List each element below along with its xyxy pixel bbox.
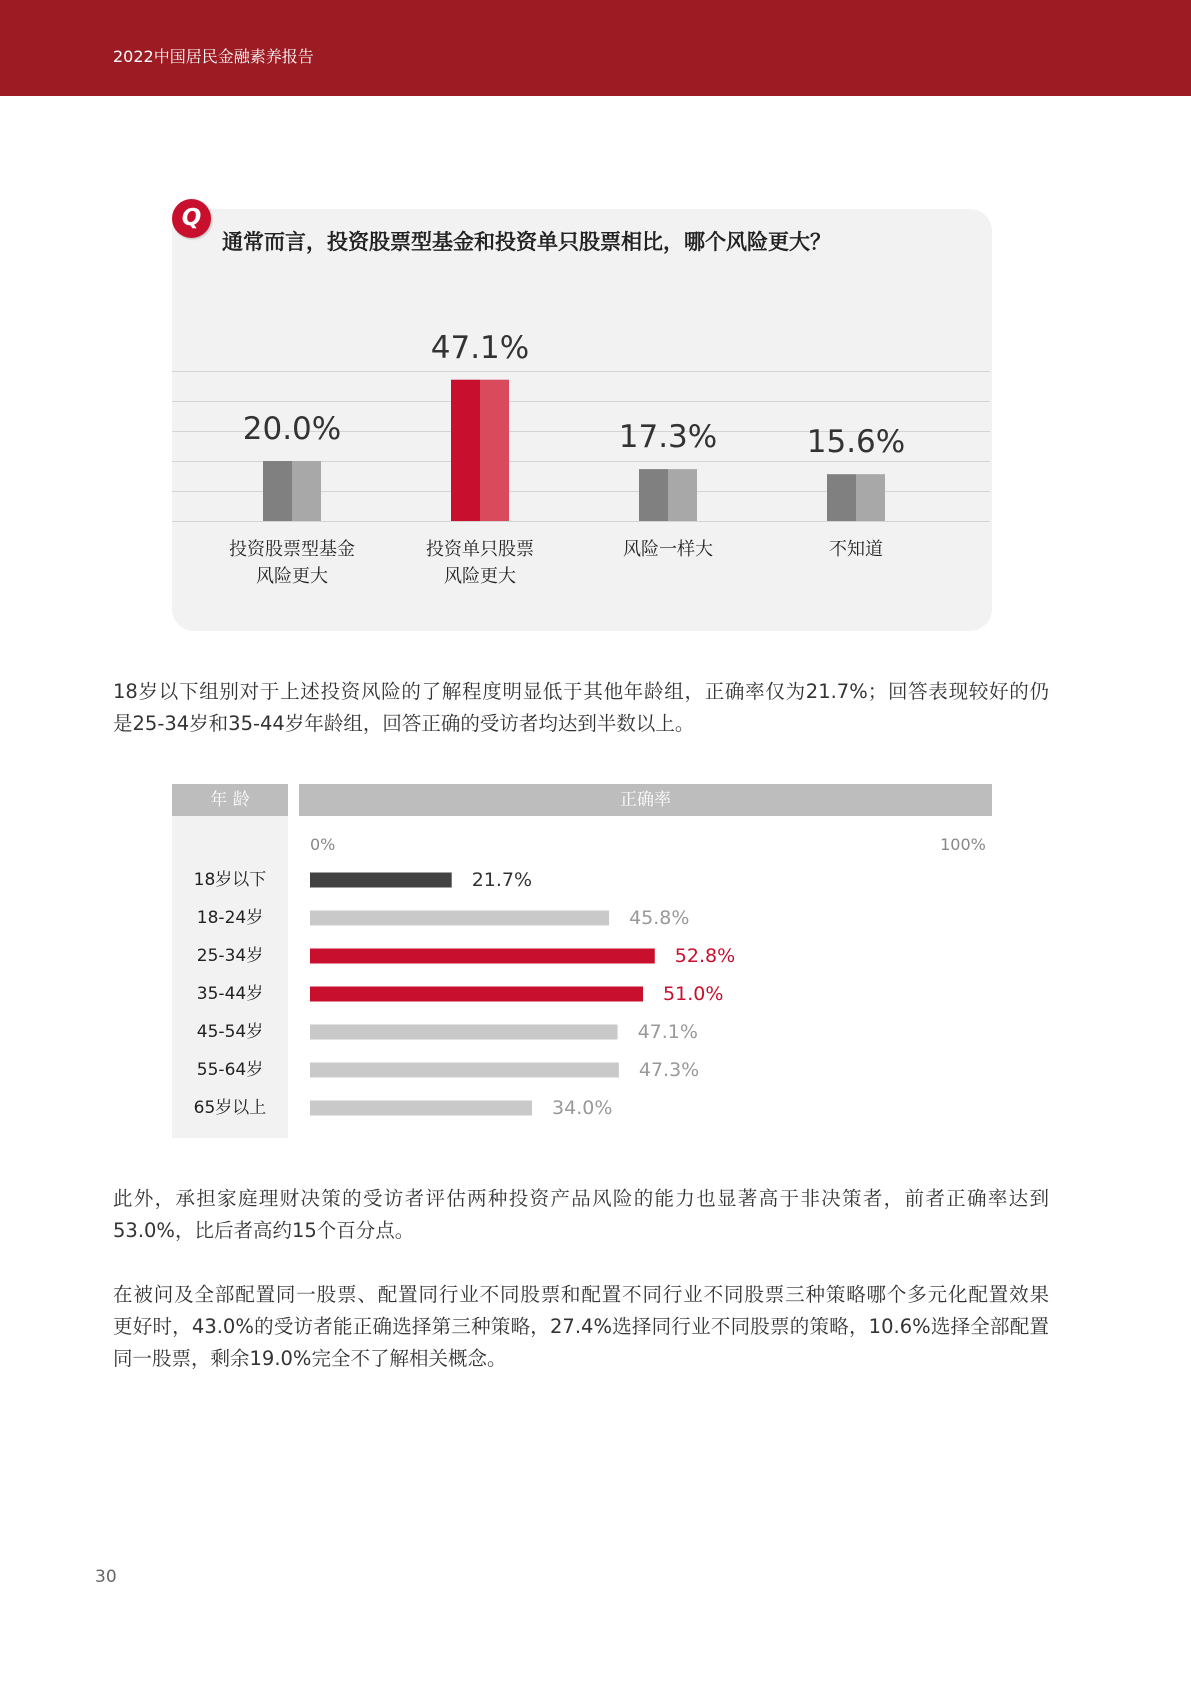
bar-value-label: 47.1%	[430, 329, 530, 366]
bar-right-half	[856, 474, 885, 521]
bar-category-label: 风险一样大	[623, 539, 713, 560]
bar-right-half	[668, 469, 697, 521]
bar-left-half	[263, 461, 292, 521]
bar	[639, 469, 697, 521]
paragraph-line: 更好时，43.0%的受访者能正确选择第三种策略，27.4%选择同行业不同股票的策略，10.6%选择全部配置	[113, 1315, 1049, 1338]
age-group-label: 25-34岁	[196, 946, 264, 966]
paragraph-line: 是25-34岁和35-44岁年龄组，回答正确的受访者均达到半数以上。	[113, 712, 695, 735]
accuracy-column-header: 正确率	[299, 784, 992, 816]
bar-value-label: 17.3%	[618, 419, 718, 456]
bar-category-label: 投资单只股票 风险更大	[426, 539, 534, 587]
age-group-label: 45-54岁	[196, 1022, 264, 1042]
bar-value-label: 45.8%	[629, 907, 690, 929]
bar-category-label: 不知道	[829, 539, 883, 560]
bar	[310, 1063, 619, 1078]
question-title: 通常而言，投资股票型基金和投资单只股票相比，哪个风险更大？	[222, 230, 831, 254]
age-accuracy-chart	[172, 784, 992, 1140]
question-badge-icon: Q	[172, 199, 211, 238]
body-paragraph-2	[113, 1183, 1049, 1247]
bar-value-label: 52.8%	[674, 945, 736, 967]
bar-value-label: 51.0%	[663, 983, 724, 1005]
bar-value-label: 21.7%	[471, 869, 533, 891]
paragraph-line: 此外，承担家庭理财决策的受访者评估两种投资产品风险的能力也显著高于非决策者，前者正确率达到	[113, 1187, 1049, 1210]
age-group-label: 65岁以上	[193, 1098, 267, 1118]
body-paragraph-3	[113, 1279, 1049, 1375]
bar-value-label: 47.1%	[637, 1021, 698, 1043]
paragraph-line: 在被问及全部配置同一股票、配置同行业不同股票和配置不同行业不同股票三种策略哪个多元化配置效果	[113, 1283, 1049, 1306]
bar	[310, 1025, 618, 1040]
bar	[451, 380, 509, 521]
bar-value-label: 47.3%	[638, 1059, 700, 1081]
page-number: 30	[95, 1567, 117, 1587]
bar-left-half	[827, 474, 856, 521]
bar-right-half	[292, 461, 321, 521]
paragraph-line: 18岁以下组别对于上述投资风险的了解程度明显低于其他年龄组，正确率仅为21.7%；回答表现较好的仍	[113, 680, 1049, 703]
age-group-label: 55-64岁	[196, 1060, 264, 1080]
bar	[310, 873, 452, 888]
paragraph-line: 同一股票，剩余19.0%完全不了解相关概念。	[113, 1347, 507, 1370]
age-group-label: 35-44岁	[196, 984, 264, 1004]
bar-value-label: 20.0%	[242, 411, 342, 447]
bar	[827, 474, 885, 521]
x-tick-label: 0%	[310, 835, 336, 854]
body-paragraph-1	[113, 676, 1049, 740]
bar-value-label: 15.6%	[806, 424, 906, 461]
age-column-header: 年 龄	[172, 784, 288, 816]
age-chart-plot	[172, 784, 992, 1140]
bar	[310, 1101, 532, 1116]
bar	[263, 461, 321, 521]
bar-right-half	[480, 380, 509, 521]
bar	[310, 987, 643, 1002]
bar-category-label: 投资股票型基金 风险更大	[229, 539, 355, 587]
age-group-label: 18岁以下	[193, 870, 267, 890]
bar	[310, 949, 655, 964]
bar-left-half	[451, 380, 480, 521]
page-header	[0, 0, 1191, 96]
report-title: 2022中国居民金融素养报告	[113, 47, 314, 66]
bar-left-half	[639, 469, 668, 521]
risk-comparison-chart	[172, 329, 990, 600]
bar	[310, 911, 609, 926]
paragraph-line: 53.0%，比后者高约15个百分点。	[113, 1219, 415, 1242]
x-tick-label: 100%	[940, 835, 986, 854]
age-group-label: 18-24岁	[196, 908, 264, 928]
bar-value-label: 34.0%	[552, 1097, 613, 1119]
